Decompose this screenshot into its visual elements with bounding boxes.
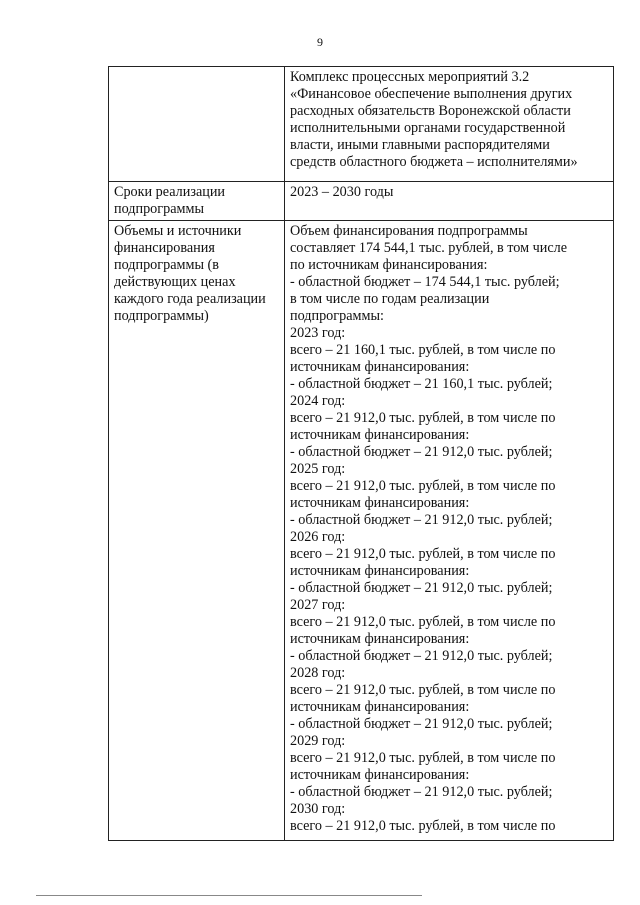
obem-label-line: действующих ценах [114, 274, 236, 290]
obem-value-line: 2030 год: [290, 801, 346, 817]
table-row-complex [109, 67, 614, 182]
obem-value-line: Объем финансирования подпрограммы [290, 223, 528, 239]
obem-value-line: всего – 21 912,0 тыс. рублей, в том числе по [290, 818, 556, 834]
table-row-sroki [109, 182, 614, 221]
obem-value-line: источникам финансирования: [290, 563, 470, 579]
complex-label-cell [109, 67, 285, 182]
complex-line: власти, иными главными распорядителями [290, 137, 550, 153]
sroki-label-line: Сроки реализации [114, 184, 226, 200]
complex-line: «Финансовое обеспечение выполнения других [290, 86, 573, 102]
obem-value-line: 2024 год: [290, 393, 346, 409]
complex-line: средств областного бюджета – исполнителями» [290, 154, 578, 170]
obem-value-line: по источникам финансирования: [290, 257, 488, 273]
sroki-value: 2023 – 2030 годы [290, 184, 394, 200]
obem-value-cell [285, 221, 614, 841]
sroki-value-cell [285, 182, 614, 221]
obem-label-line: каждого года реализации [114, 291, 266, 307]
obem-value-line: - областной бюджет – 174 544,1 тыс. рублей; [290, 274, 560, 290]
obem-value-line: - областной бюджет – 21 912,0 тыс. рублей; [290, 580, 553, 596]
obem-value-line: источникам финансирования: [290, 495, 470, 511]
obem-value-line: - областной бюджет – 21 912,0 тыс. рублей; [290, 716, 553, 732]
complex-line: исполнительными органами государственной [290, 120, 566, 136]
obem-value-line: в том числе по годам реализации [290, 291, 490, 307]
obem-value-line: всего – 21 912,0 тыс. рублей, в том числе по [290, 682, 556, 698]
obem-value-line: всего – 21 160,1 тыс. рублей, в том числе по [290, 342, 556, 358]
complex-line: расходных обязательств Воронежской области [290, 103, 571, 119]
complex-value-cell [285, 67, 614, 182]
page-number: 9 [317, 35, 323, 49]
obem-value-line: источникам финансирования: [290, 631, 470, 647]
obem-value-line: 2027 год: [290, 597, 346, 613]
obem-label-line: Объемы и источники [114, 223, 242, 239]
obem-value-line: - областной бюджет – 21 912,0 тыс. рублей; [290, 444, 553, 460]
obem-label-line: подпрограммы) [114, 308, 209, 324]
sroki-label-line: подпрограммы [114, 201, 204, 217]
obem-label-line: подпрограммы (в [114, 257, 219, 273]
obem-value-line: 2028 год: [290, 665, 346, 681]
obem-value-line: всего – 21 912,0 тыс. рублей, в том числе по [290, 614, 556, 630]
obem-value-line: всего – 21 912,0 тыс. рублей, в том числе по [290, 546, 556, 562]
obem-label-cell [109, 221, 285, 841]
obem-value-line: 2026 год: [290, 529, 346, 545]
obem-value-line: подпрограммы: [290, 308, 384, 324]
obem-value-line: 2025 год: [290, 461, 346, 477]
obem-label-line: финансирования [114, 240, 215, 256]
obem-value-line: - областной бюджет – 21 912,0 тыс. рублей; [290, 512, 553, 528]
obem-value-line: всего – 21 912,0 тыс. рублей, в том числе по [290, 750, 556, 766]
sroki-label-cell [109, 182, 285, 221]
obem-value-line: всего – 21 912,0 тыс. рублей, в том числе по [290, 410, 556, 426]
footer-divider [36, 895, 422, 896]
subprogram-passport-table [108, 66, 614, 841]
complex-line: Комплекс процессных мероприятий 3.2 [290, 69, 530, 85]
obem-value-line: 2023 год: [290, 325, 346, 341]
obem-value-line: составляет 174 544,1 тыс. рублей, в том числе [290, 240, 568, 256]
obem-value-line: всего – 21 912,0 тыс. рублей, в том числе по [290, 478, 556, 494]
obem-value-line: источникам финансирования: [290, 359, 470, 375]
obem-value-line: - областной бюджет – 21 912,0 тыс. рублей; [290, 648, 553, 664]
obem-value-line: - областной бюджет – 21 160,1 тыс. рублей; [290, 376, 553, 392]
obem-value-line: - областной бюджет – 21 912,0 тыс. рублей; [290, 784, 553, 800]
table-row-obem [109, 221, 614, 841]
obem-value-line: источникам финансирования: [290, 767, 470, 783]
obem-value-line: источникам финансирования: [290, 699, 470, 715]
obem-value-line: 2029 год: [290, 733, 346, 749]
obem-value-line: источникам финансирования: [290, 427, 470, 443]
